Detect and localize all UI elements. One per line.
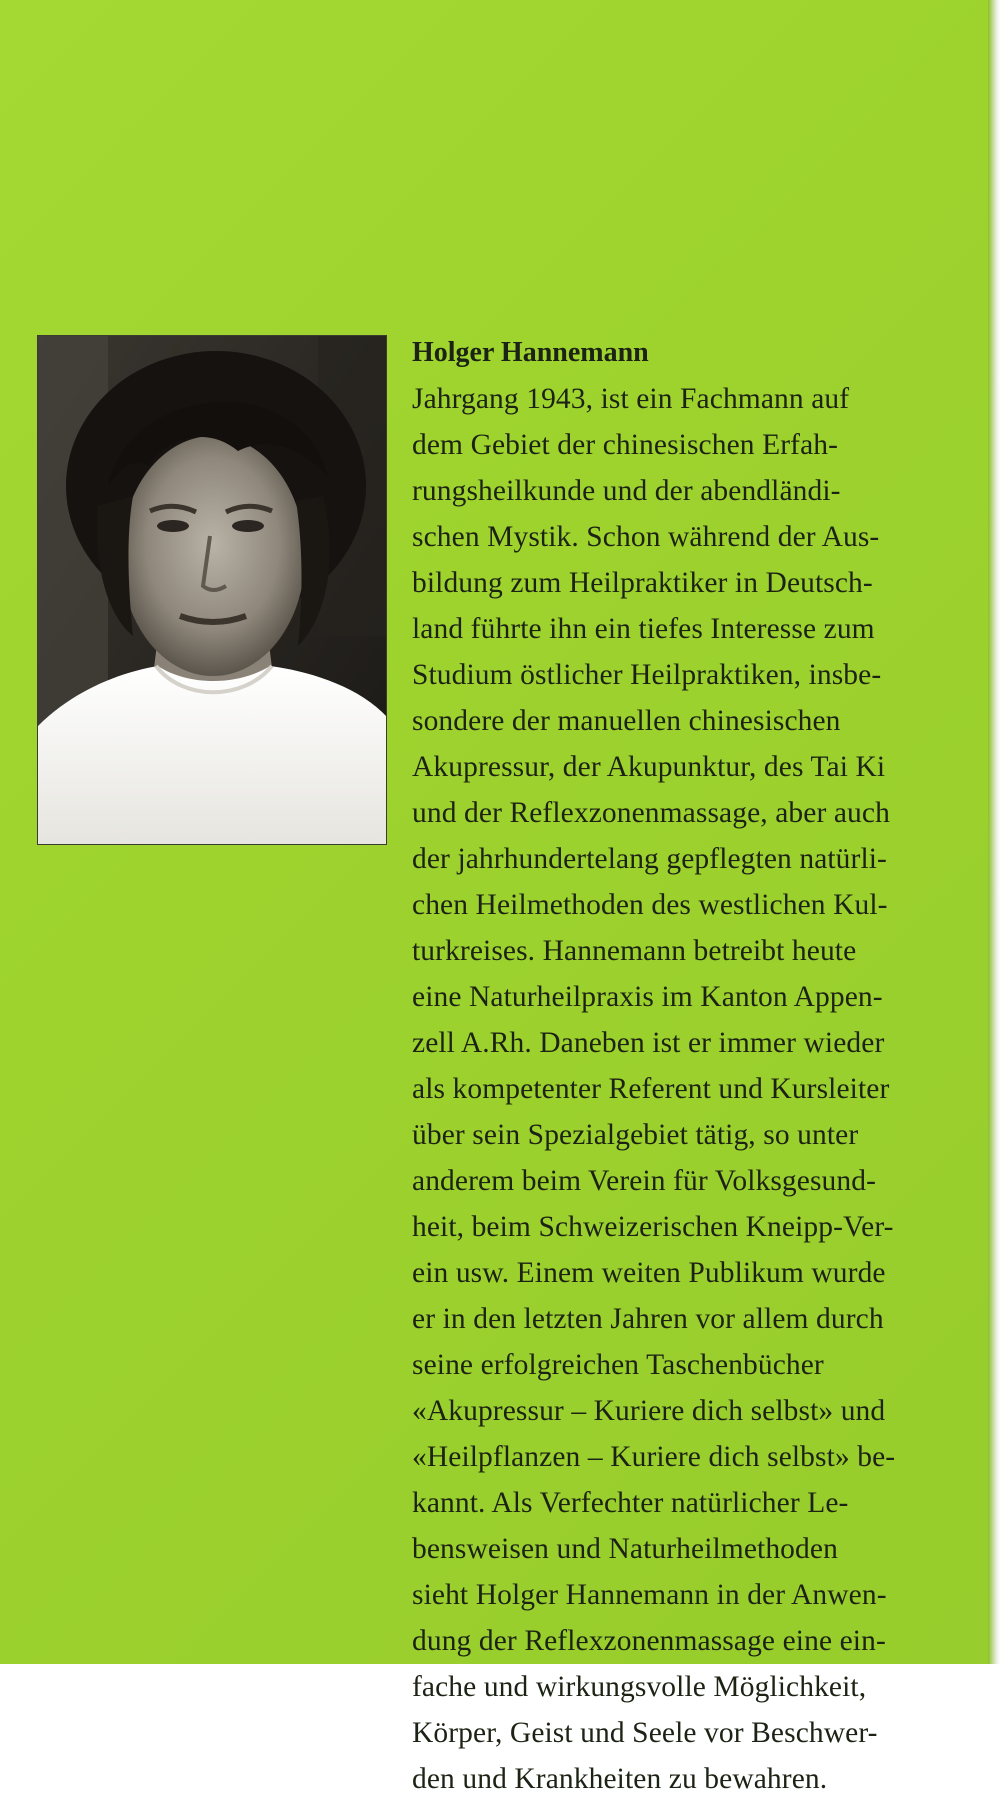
author-bio [412,330,972,1802]
bio-line: zell A.Rh. Daneben ist er immer wieder [412,1027,885,1059]
bio-line: kannt. Als Verfechter natürlicher Le- [412,1487,849,1519]
bio-line: chen Heilmethoden des westlichen Kul- [412,889,888,921]
bio-line: bensweisen und Naturheilmethoden [412,1533,838,1565]
bio-line: dem Gebiet der chinesischen Erfah- [412,429,839,461]
bio-line: und der Reflexzonenmassage, aber auch [412,797,890,829]
bio-line: er in den letzten Jahren vor allem durch [412,1303,884,1335]
bio-line: sondere der manuellen chinesischen [412,705,841,737]
author-photo [38,336,386,844]
bio-line: sieht Holger Hannemann in der Anwen- [412,1579,887,1611]
bio-text [412,376,972,1802]
author-name: Holger Hannemann [412,337,649,368]
bio-line: ein usw. Einem weiten Publikum wurde [412,1257,886,1289]
bio-line: fache und wirkungsvolle Möglichkeit, [412,1671,867,1703]
bio-line: als kompetenter Referent und Kursleiter [412,1073,890,1105]
bio-line: Jahrgang 1943, ist ein Fachmann auf [412,383,850,415]
bio-line: seine erfolgreichen Taschenbücher [412,1349,824,1381]
bio-line: über sein Spezialgebiet tätig, so unter [412,1119,859,1151]
bio-line: rungsheilkunde und der abendländi- [412,475,841,507]
bio-line: land führte ihn ein tiefes Interesse zum [412,613,875,645]
bio-line: den und Krankheiten zu bewahren. [412,1763,828,1795]
bio-line: heit, beim Schweizerischen Kneipp-Ver- [412,1211,894,1243]
bio-line: turkreises. Hannemann betreibt heute [412,935,857,967]
bio-line: anderem beim Verein für Volksgesund- [412,1165,877,1197]
bio-line: dung der Reflexzonenmassage eine ein- [412,1625,886,1657]
bio-line: Akupressur, der Akupunktur, des Tai Ki [412,751,886,783]
bio-line: bildung zum Heilpraktiker in Deutsch- [412,567,873,599]
bio-line: der jahrhundertelang gepflegten natürli- [412,843,887,875]
bio-line: Studium östlicher Heilpraktiken, insbe- [412,659,882,691]
bio-line: eine Naturheilpraxis im Kanton Appen- [412,981,883,1013]
bio-line: «Akupressur – Kuriere dich selbst» und [412,1395,886,1427]
bio-line: schen Mystik. Schon während der Aus- [412,521,880,553]
cover-edge [988,0,1000,1664]
bio-line: «Heilpflanzen – Kuriere dich selbst» be- [412,1441,896,1473]
bio-line: Körper, Geist und Seele vor Beschwer- [412,1717,878,1749]
